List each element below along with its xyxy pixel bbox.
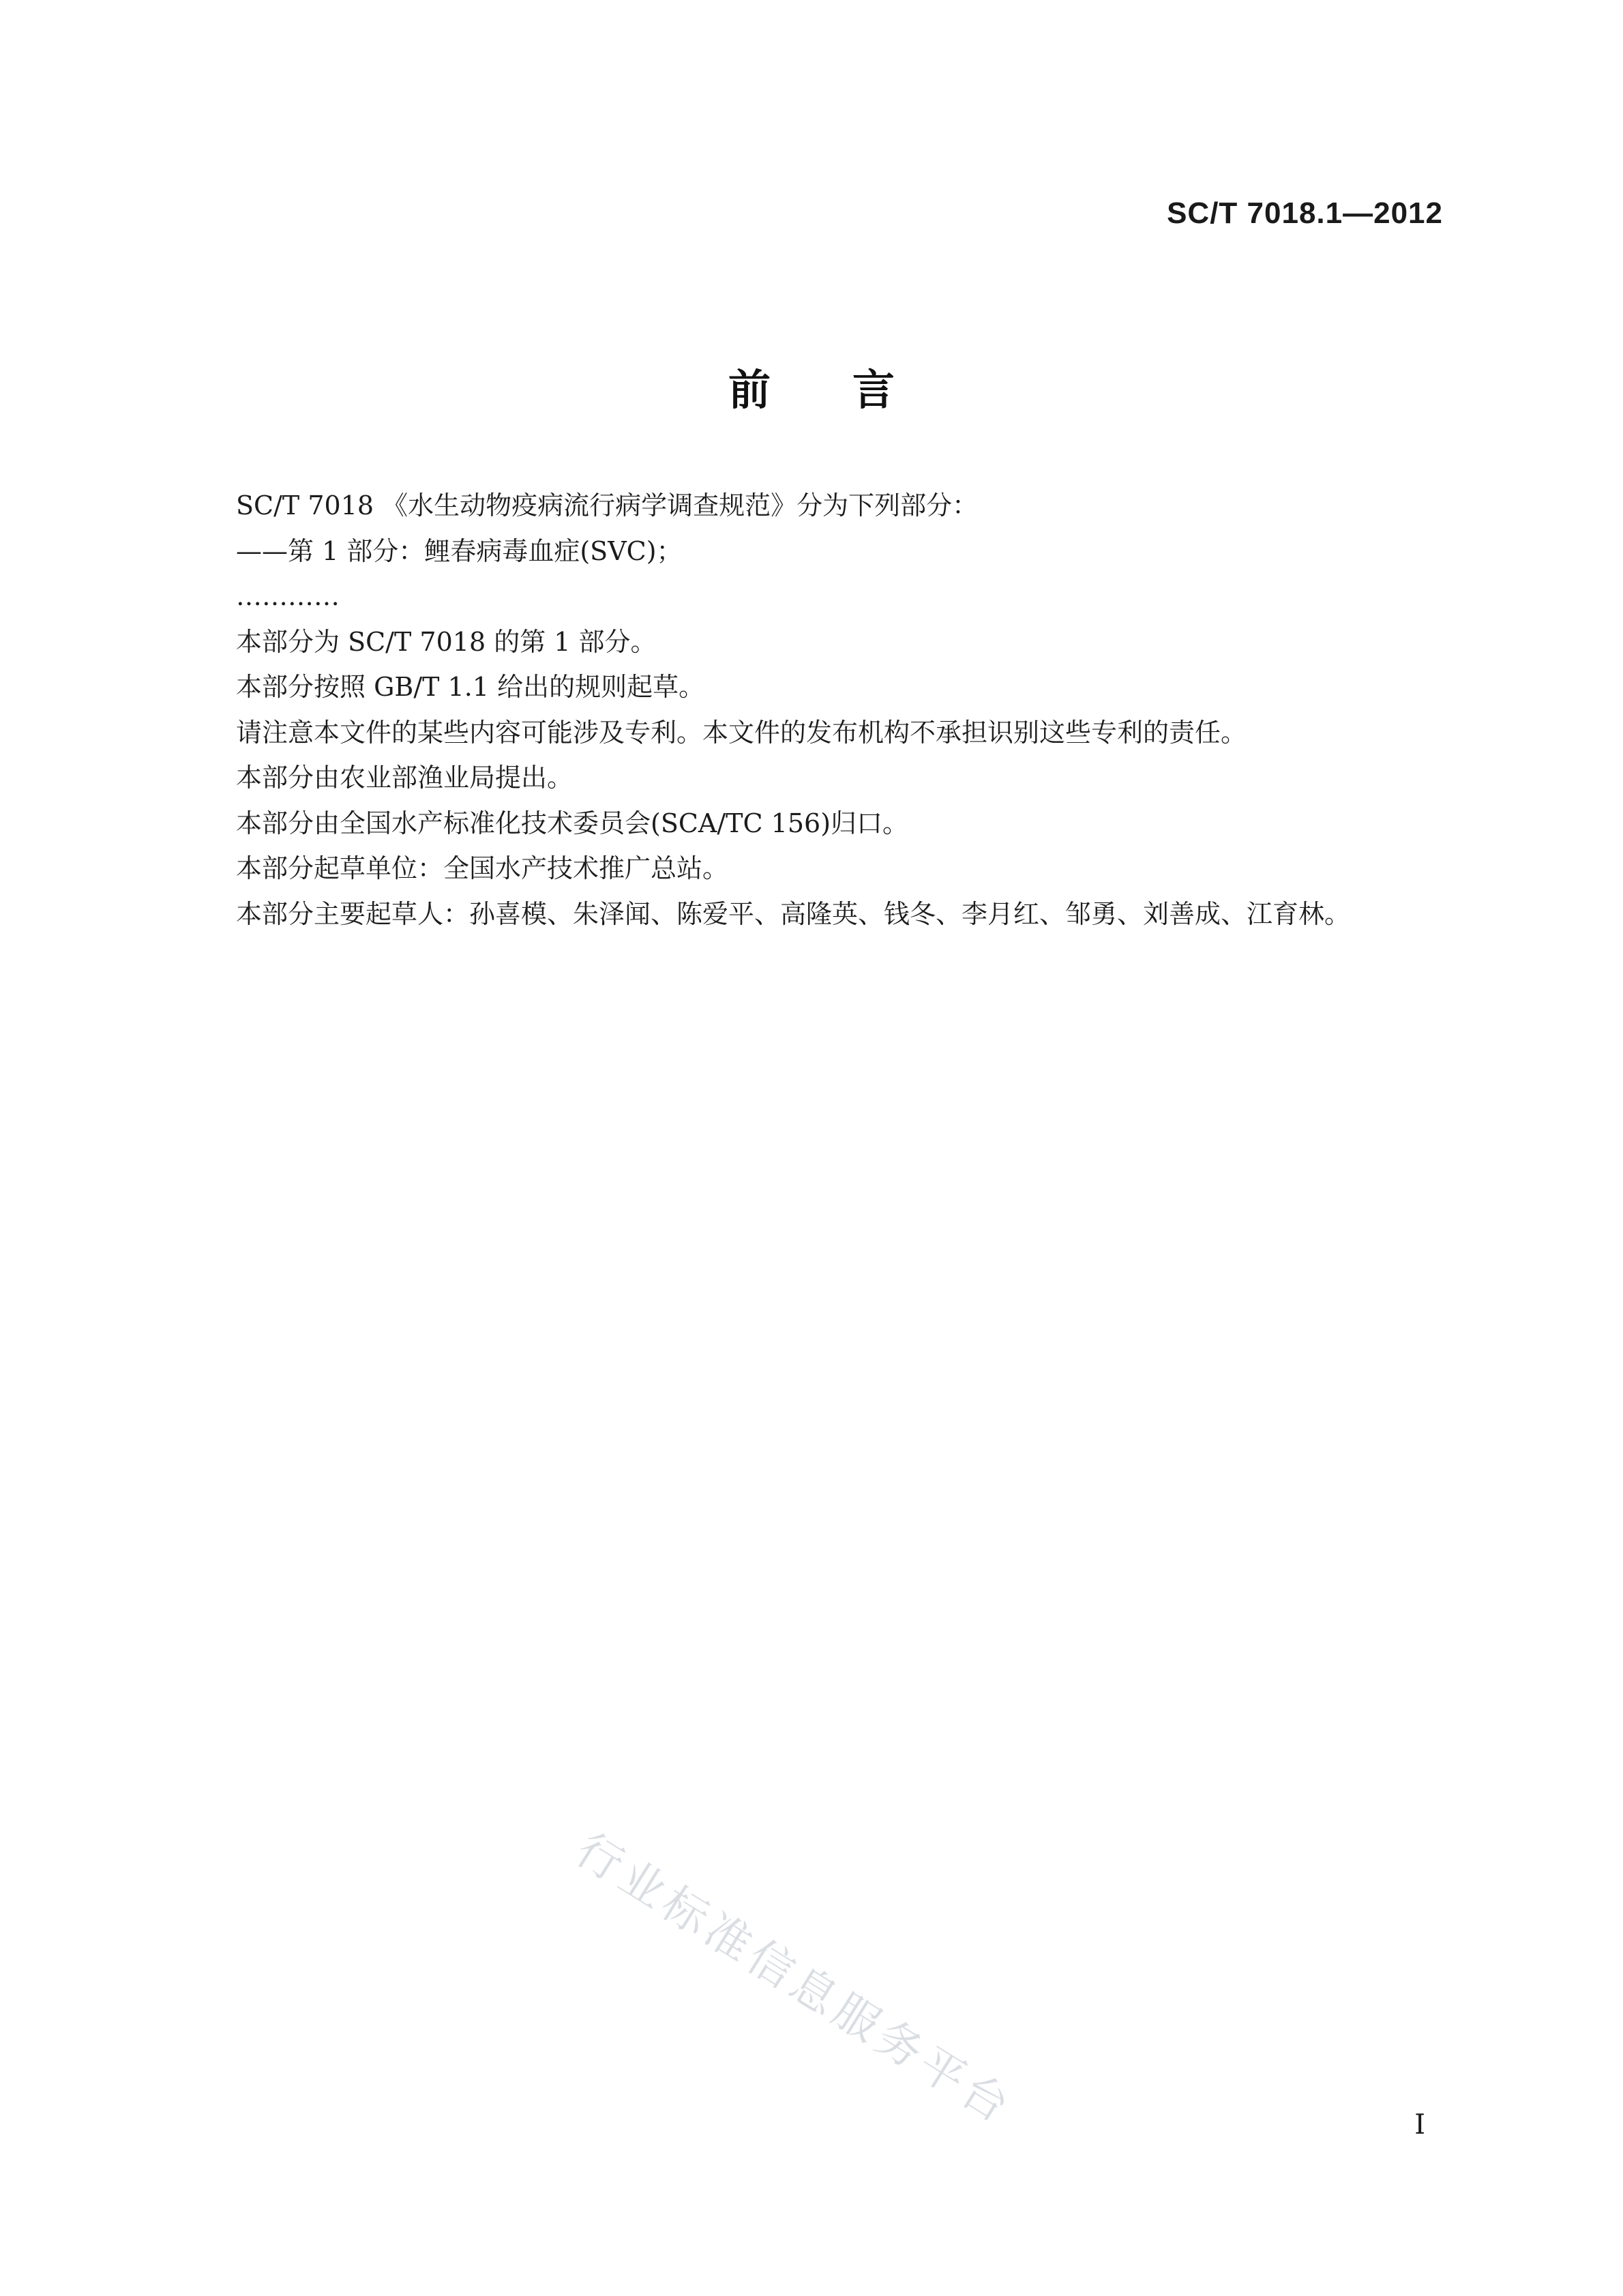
paragraph-drafting-unit: 本部分起草单位：全国水产技术推广总站。 bbox=[236, 853, 729, 883]
paragraph-drafters: 本部分主要起草人：孙喜模、朱泽闻、陈爱平、高隆英、钱冬、李月红、邹勇、刘善成、江育林。 bbox=[236, 898, 1351, 929]
paragraph-part-1: ——第 1 部分：鲤春病毒血症(SVC)； bbox=[236, 535, 683, 566]
paragraph-patent-notice: 请注意本文件的某些内容可能涉及专利。本文件的发布机构不承担识别这些专利的责任。 bbox=[236, 717, 1247, 748]
paragraph-ellipsis: ………… bbox=[236, 581, 340, 611]
paragraph-series-intro: SC/T 7018 《水生动物疫病流行病学调查规范》分为下列部分： bbox=[236, 490, 979, 520]
paragraph-drafting-rules: 本部分按照 GB/T 1.1 给出的规则起草。 bbox=[236, 672, 705, 702]
watermark: 行业标准信息服务平台 bbox=[567, 1823, 1023, 2136]
page-title: 前言 bbox=[728, 365, 977, 415]
foreword-body bbox=[236, 483, 1395, 937]
paragraph-proposer: 本部分由农业部渔业局提出。 bbox=[236, 763, 574, 793]
paragraph-committee: 本部分由全国水产标准化技术委员会(SCA/TC 156)归口。 bbox=[236, 808, 909, 838]
page-number: I bbox=[1414, 2109, 1425, 2140]
standard-code: SC/T 7018.1—2012 bbox=[1167, 196, 1443, 230]
paragraph-part-statement: 本部分为 SC/T 7018 的第 1 部分。 bbox=[236, 626, 657, 657]
